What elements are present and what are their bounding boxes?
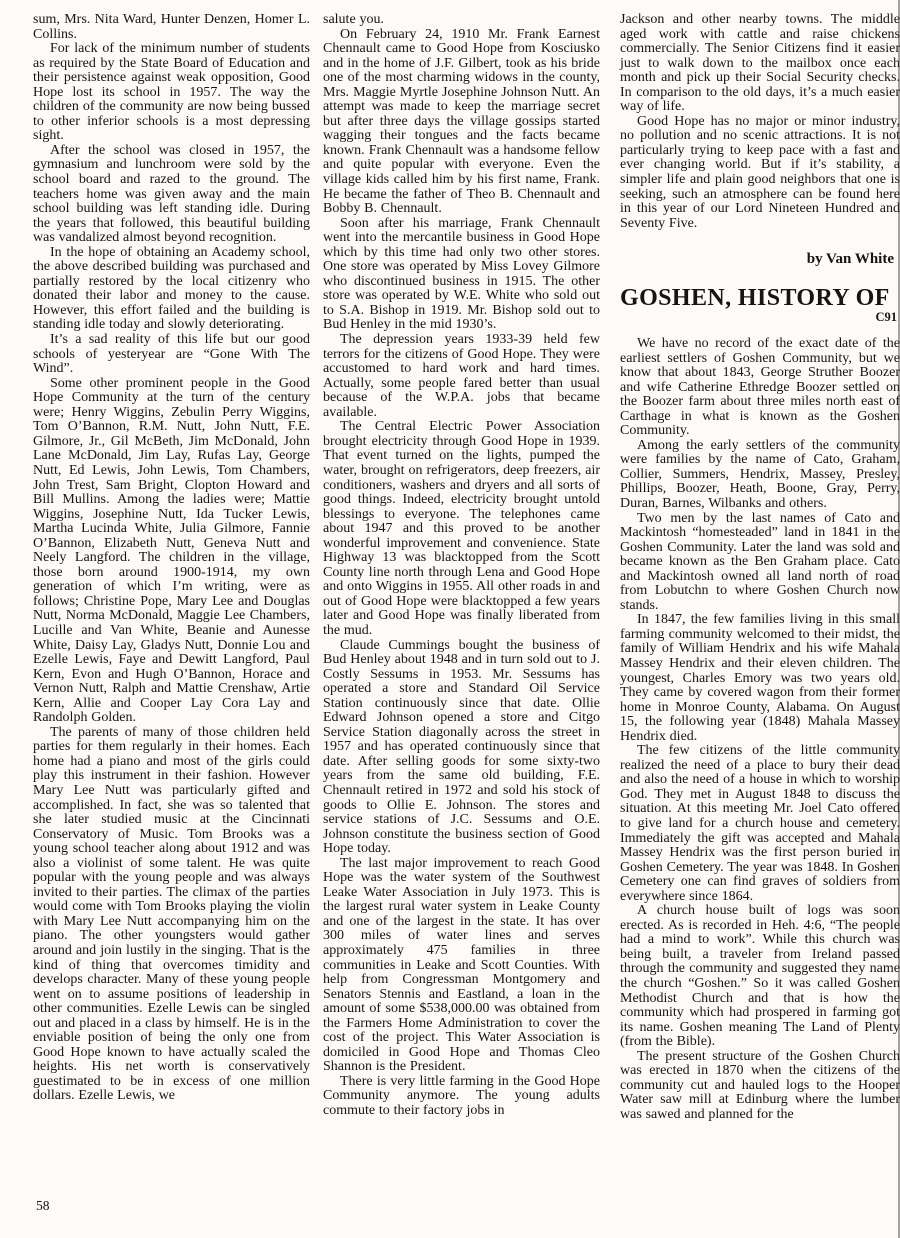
paragraph: It’s a sad reality of this life but our good schools of yesteryear are “Gone With The Wind”. [33, 332, 310, 377]
paragraph: In 1847, the few families living in this small farming community welcomed to their midst, the family of William Hendrix and his wife Mahala Massey Hendrix and their eleven children. The youngest, Charles Emory was two years old. They came by covered wagon from their former home in Monroe County, Alabama. On August 15, the following year (1848) Mahala Massey Hendrix died. [620, 612, 900, 744]
paragraph: Good Hope has no major or minor industry, no pollution and no scenic attractions. It is not particularly trying to keep pace with a fast and ever changing world. But if it’s stability, a simpler life and plain good neighbors that one is seeking, such an atmosphere can be found here in this year of our Lord Nineteen Hundred and Seventy Five. [620, 113, 900, 231]
paragraph: The present structure of the Goshen Church was erected in 1870 when the citizens of the community cut and hauled logs to the Hooper Water saw mill at Edinburg where the lumber was sawed and planned for the [620, 1048, 900, 1122]
paragraph: A church house built of logs was soon erected. As is recorded in Heh. 4:6, “The people had a mind to work”. While this church was being built, a traveler from Ireland passed through the community and suggested they name the church “Goshen.” So it was called Goshen Methodist Church and that is how the community which had prospered in farming got its name. Goshen meaning The Land of Plenty (from the Bible). [620, 903, 900, 1050]
paragraph: We have no record of the exact date of the earliest settlers of Goshen Community, but we know that about 1843, George Struther Boozer and wife Catherine Ethredge Boozer settled on the Boozer farm about three miles north east of Carthage in what is known as the Goshen Community. [620, 335, 900, 439]
paragraph: Among the early settlers of the community were families by the name of Cato, Graham, Collier, Summers, Hendrix, Massey, Presley, Phillips, Boozer, Heath, Boone, Gray, Perry, Duran, Barnes, Wilbanks and others. [620, 437, 900, 511]
paragraph: The last major improvement to reach Good Hope was the water system of the Southwest Leake Water Association in July 1973. This is the largest rural water system in Leake County and one of the largest in the state. It has over 300 miles of water lines and serves approximately 475 families in three communities in Leake and Scott Counties. With help from Congressman Montgomery and Senators Stennis and Eastland, a loan in the amount of some $538,000.00 was obtained from the Farmers Home Administration to cover the cost of the project. This Water Association is domiciled in Good Hope and Thomas Cleo Shannon is the President. [323, 855, 600, 1075]
column-1 [33, 13, 310, 1122]
paragraph: After the school was closed in 1957, the gymnasium and lunchroom were sold by the school board and razed to the ground. The teachers home was given away and the main school building was left standing idle. During the years that followed, this beautiful building was vandalized almost beyond recognition. [33, 142, 310, 246]
paragraph: In the hope of obtaining an Academy school, the above described building was purchased and partially restored by the local citizenry who donated their labor and money to the cause. However, this effort failed and the building is standing idle today and slowly deteriorating. [33, 244, 310, 333]
paragraph: Some other prominent people in the Good Hope Community at the turn of the century were; Henry Wiggins, Zebulin Perry Wiggins, Tom O’Bannon, R.M. Nutt, John Nutt, F.E. Gilmore, Jr., Gil McBeth, Jim McDonald, John Lane McDonald, Jim Lay, Rufas Lay, George Nutt, Ed Lewis, John Lewis, Tom Chambers, John Trest, Sam Bright, Clopton Howard and Bill Mullins. Among the ladies were; Mattie Wiggins, Josephine Nutt, Ida Tucker Lewis, Martha Lucinda White, Julia Gilmore, Fannie O’Bannon, Elizabeth Nutt, Geneva Nutt and Neely Langford. The children in the village, those born around 1900-1914, my own generation of which I’m writing, were as follows; Christine Pope, Mary Lee and Douglas Nutt, Norma McDonald, Maggie Lee Chambers, Lucille and Van White, Beanie and Aunesse White, Daisy Lay, Gladys Nutt, Donnie Lou and Ezelle Lewis, Faye and Dewitt Langford, Paul Kern, Evon and Hugh O’Bannon, Horace and Vernon Nutt, Ralph and Mattie Crenshaw, Artie Kern, Allie and Cooper Lay Cora Lay and Randolph Golden. [33, 375, 310, 726]
section-heading: GOSHEN, HISTORY OF [620, 285, 890, 312]
paragraph: Soon after his marriage, Frank Chennault went into the mercantile business in Good Hope which by this time had only two other stores. One store was operated by Miss Lovey Gilmore who discontinued business in 1915. The other store was operated by W.E. White who sold out to S.A. Bishop in 1919. Mr. Bishop sold out to Bud Henley in the mid 1930’s. [323, 215, 600, 333]
paragraph: sum, Mrs. Nita Ward, Hunter Denzen, Homer L. Collins. [33, 12, 310, 42]
paragraph: The depression years 1933-39 held few terrors for the citizens of Good Hope. They were accustomed to hard work and hard times. Actually, some people fared better than usual because of the W.P.A. jobs that became available. [323, 332, 600, 420]
paragraph: On February 24, 1910 Mr. Frank Earnest Chennault came to Good Hope from Kosciusko and in the home of J.F. Gilbert, took as his bride one of the most charming widows in the county, Mrs. Maggie Myrtle Josephine Johnson Nutt. An attempt was made to keep the marriage secret but after three days the village gossips started wagging their tongues and the facts became known. Frank Chennault was a handsome fellow and quite popular with everyone. Even the village kids called him by his first name, Frank. He became the father of Theo B. Chennault and Bobby B. Chennault. [323, 26, 600, 217]
paragraph: salute you. [323, 12, 384, 27]
paragraph: Claude Cummings bought the business of Bud Henley about 1948 and in turn sold out to J. Costly Sessums in 1953. Mr. Sessums has operated a store and Standard Oil Service Station continuously since that date. Ollie Edward Johnson opened a store and Citgo Service Station diagonally across the street in 1957 and has operated continuously since that date. After selling goods for some sixty-two years from the same old building, F.E. Chennault retired in 1972 and sold his stock of goods to Ollie E. Johnson. The stores and service stations of J.C. Sessums and O.E. Johnson constitute the business section of Good Hope today. [323, 637, 600, 857]
paragraph: There is very little farming in the Good Hope Community anymore. The young adults commute to their factory jobs in [323, 1073, 600, 1119]
byline: by Van White [806, 251, 894, 268]
page-number: 58 [36, 1198, 50, 1213]
column-2 [323, 13, 600, 1122]
paragraph: Two men by the last names of Cato and Mackintosh “homesteaded” land in 1841 in the Goshen Community. Later the land was sold and became known as the Ben Graham place. Cato and Mackintosh owned all land north of road from Lobutchn to where Goshen Church now stands. [620, 510, 900, 613]
paragraph: Jackson and other nearby towns. The middle aged work with cattle and raise chickens commercially. The Senior Citizens find it easier just to walk down to the mailbox once each month and pick up their Social Security checks. In comparison to the old days, it’s a much easier way of life. [620, 12, 900, 115]
paragraph: The parents of many of those children held parties for them regularly in their homes. Each home had a piano and most of the girls could play this instrument in their fashion. However Mary Lee Nutt was particularly gifted and accomplished. In fact, she was so talented that she later studied music at the Cincinnati Conservatory of Music. Tom Brooks was a young school teacher along about 1912 and was also a violinist of some talent. He was quite popular with the young people and was always invited to their parties. The climax of the parties would come with Tom Brooks playing the violin with Mary Lee Nutt accompanying him on the piano. The other youngsters would gather around and join lustily in the singing. That is the kind of thing that overcomes timidity and develops character. Many of these young people went on to assume positions of leadership in other communities. Ezelle Lewis can be singled out and placed in a class by himself. He is in the enviable position of being the only one from Good Hope known to have actually scaled the heights. His net worth is conservatively guestimated to be in excess of one million dollars. Ezelle Lewis, we [33, 724, 310, 1104]
column-3 [620, 13, 900, 1122]
section-code: C91 [875, 310, 897, 325]
paragraph: The few citizens of the little community realized the need of a place to bury their dead and also the need of a house in which to worship God. They met in August 1848 to discuss the situation. At this meeting Mr. Joel Cato offered to give land for a church house and cemetery. Immediately the gift was accepted and Mahala Massey Hendrix was the first person buried in Goshen Cemetery. The year was 1848. In Goshen Cemetery one can find graves of soldiers from everywhere since 1864. [620, 743, 900, 904]
paragraph: The Central Electric Power Association brought electricity through Good Hope in 1939. That event turned on the lights, pumped the water, brought on refrigerators, deep freezers, air conditioners, washers and dryers and all sorts of good things. Indeed, electricity brought untold blessings to everyone. The telephones came about 1947 and this proved to be another wonderful improvement and convenience. State Highway 13 was blacktopped from the Scott County line north through Lena and Good Hope and onto Wiggins in 1955. All other roads in and out of Good Hope were blacktopped a few years later and Good Hope was finally liberated from the mud. [323, 419, 600, 638]
paragraph: For lack of the minimum number of students as required by the State Board of Education and their persistence against weak opposition, Good Hope lost its school in 1957. The way the children of the community are now being bussed to other inferior schools is a most depressing sight. [33, 41, 310, 144]
